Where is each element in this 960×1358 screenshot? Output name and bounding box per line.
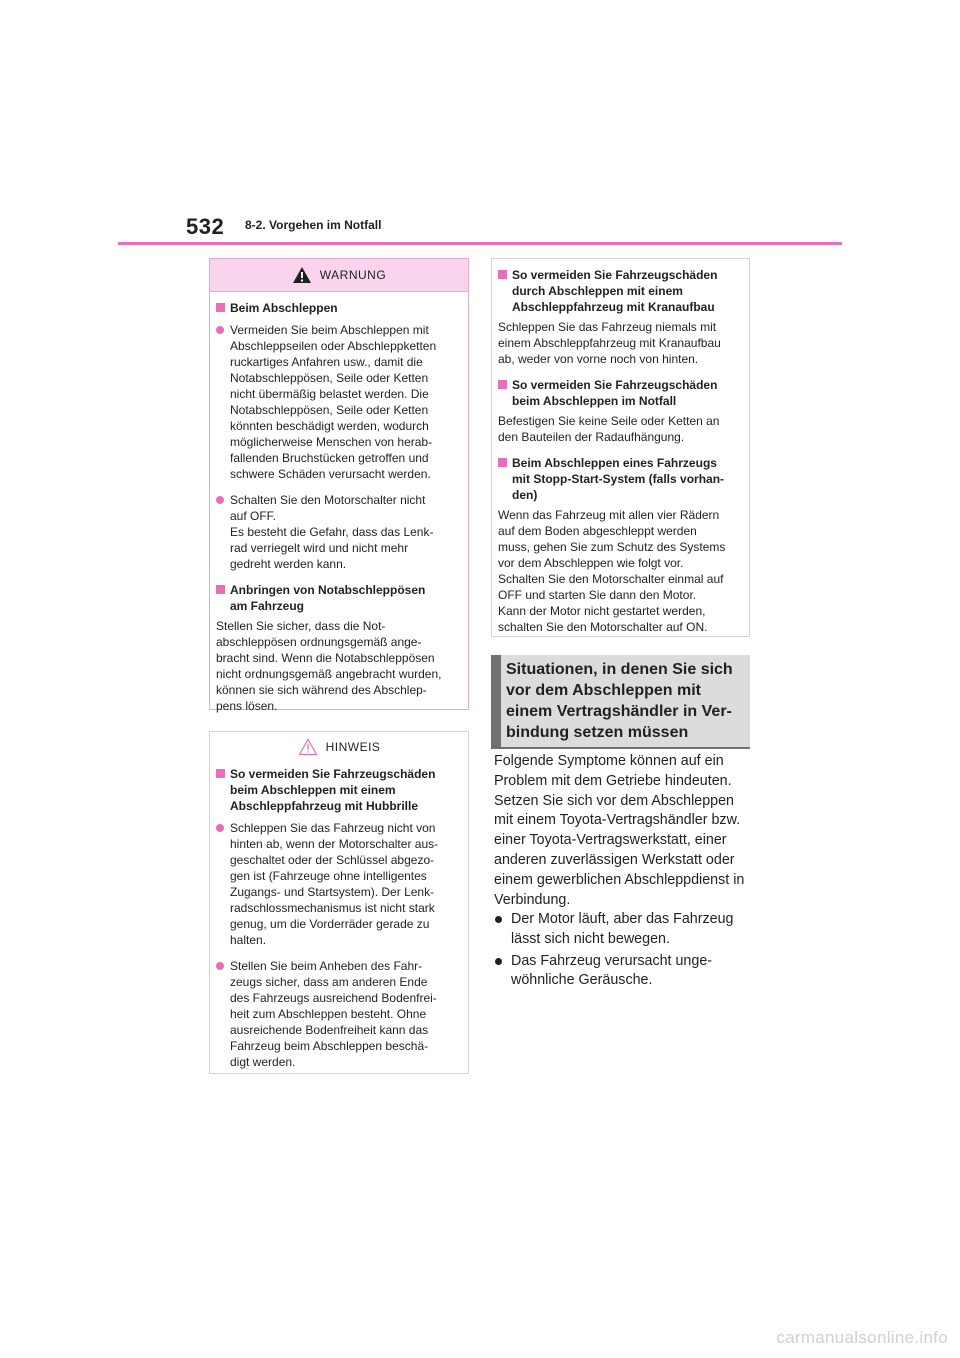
list-item — [494, 910, 754, 950]
square-bullet-icon — [498, 270, 507, 279]
round-bullet-icon — [216, 962, 224, 970]
main-paragraph: Folgende Symptome können auf ein Problem mit dem Getriebe hindeuten. Setzen Sie sich vor dem Abschleppen mit einem Toyota-Vertragshändler bzw. einer Toyota-Vertragswerkstatt, einer anderen zuverlässigen Werkstatt oder einem gewerblichen Abschleppdienst in Verbindung. — [494, 753, 745, 908]
square-bullet-icon — [498, 380, 507, 389]
note-header — [210, 732, 468, 762]
round-bullet-icon — [216, 824, 224, 832]
note-box — [209, 731, 469, 1074]
warning-triangle-icon — [292, 266, 312, 284]
warning-heading-tow-eyelets — [216, 582, 458, 614]
note-heading — [498, 455, 739, 503]
round-bullet-icon — [495, 916, 502, 923]
square-bullet-icon — [216, 303, 225, 312]
section-title: 8-2. Vorgehen im Notfall — [245, 218, 382, 232]
list-item-text: Schleppen Sie das Fahrzeug nicht von hinten ab, wenn der Motorschalter aus- geschaltet oder der Schlüssel abgezo- gen ist (Fahrzeuge ohne intelligentes Zugangs- und Startsystem). Der Lenk- radschlossmechanismus ist nicht stark genug, um die Vorderräder gerade zu halten. — [230, 821, 439, 947]
warning-box — [209, 258, 469, 713]
note-title: HINWEIS — [325, 740, 381, 754]
warning-heading-towing — [216, 300, 458, 316]
paragraph: Wenn das Fahrzeug mit allen vier Rädern auf dem Boden abgeschleppt werden muss, gehen Sie zum Schutz des Systems vor dem Abschleppen wie folgt vor. Schalten Sie den Motorschalter einmal auf OFF und starten Sie dann den Motor. Kann der Motor nicht gestartet werden, schalten Sie den Motorschalter auf ON. — [498, 508, 726, 634]
warning-title: WARNUNG — [319, 268, 387, 282]
list-item — [494, 952, 754, 992]
round-bullet-icon — [216, 326, 224, 334]
heading-text: Beim Abschleppen — [230, 301, 338, 315]
warning-header — [210, 259, 468, 292]
list-item-text: Stellen Sie beim Anheben des Fahr- zeugs sicher, dass am anderen Ende des Fahrzeugs ausreichend Bodenfrei- heit zum Abschleppen besteht. Ohne ausreichende Bodenfreiheit kann das Fahrzeug beim Abschleppen beschä- digt werden. — [230, 959, 437, 1069]
heading-text: So vermeiden Sie Fahrzeugschäden beim Abschleppen im Notfall — [512, 378, 718, 408]
list-item — [216, 820, 458, 948]
caution-triangle-icon — [298, 738, 318, 756]
square-bullet-icon — [216, 769, 225, 778]
heading-text: Anbringen von Notabschleppösen am Fahrzeug — [230, 583, 426, 613]
watermark: carmanualsonline.info — [776, 1328, 948, 1347]
heading-text: So vermeiden Sie Fahrzeugschäden beim Abschleppen mit einem Abschleppfahrzeug mit Hubbrille — [230, 767, 436, 813]
heading-text: Beim Abschleppen eines Fahrzeugs mit Stopp-Start-System (falls vorhan- den) — [512, 456, 725, 502]
square-bullet-icon — [498, 458, 507, 467]
note-box-continued — [491, 258, 750, 637]
list-item-text: Der Motor läuft, aber das Fahrzeug lässt sich nicht bewegen. — [511, 911, 734, 947]
note-heading — [498, 377, 739, 409]
note-heading — [498, 267, 739, 315]
list-item — [216, 958, 458, 1070]
header-divider — [118, 242, 842, 245]
list-item — [216, 492, 458, 572]
paragraph: Stellen Sie sicher, dass die Not- abschleppösen ordnungsgemäß ange- bracht sind. Wenn die Notabschleppösen nicht ordnungsgemäß angebracht wurden, können sie sich während des Abschlep- pens lösen. — [216, 619, 442, 713]
paragraph: Befestigen Sie keine Seile oder Ketten an den Bauteilen der Radaufhängung. — [498, 414, 720, 444]
heading-text: So vermeiden Sie Fahrzeugschäden durch Abschleppen mit einem Abschleppfahrzeug mit Kranaufbau — [512, 268, 718, 314]
note-heading — [216, 766, 458, 814]
list-item-text: Schalten Sie den Motorschalter nicht auf OFF. Es besteht die Gefahr, dass das Lenk- rad verriegelt wird und nicht mehr gedreht werden kann. — [230, 493, 434, 571]
round-bullet-icon — [216, 496, 224, 504]
list-item-text: Das Fahrzeug verursacht unge- wöhnliche Geräusche. — [511, 952, 713, 989]
list-item — [216, 322, 458, 482]
symptom-list — [494, 910, 754, 993]
paragraph: Schleppen Sie das Fahrzeug niemals mit einem Abschleppfahrzeug mit Kranaufbau ab, weder von vorne noch von hinten. — [498, 320, 721, 366]
round-bullet-icon — [495, 958, 502, 965]
list-item-text: Vermeiden Sie beim Abschleppen mit Abschleppseilen oder Abschleppketten ruckartiges Anfahren usw., damit die Notabschleppösen, Seile oder Ketten nicht übermäßig belastet werden. Die Notabschleppösen, Seile oder Ketten könnten beschädigt werden, wodurch möglicherweise Menschen von herab- fallenden Bruchstücken getroffen und schwere Schäden verursacht werden. — [230, 323, 437, 481]
page-number: 532 — [186, 214, 225, 239]
square-bullet-icon — [216, 585, 225, 594]
main-section-heading: Situationen, in denen Sie sich vor dem Abschleppen mit einem Vertragshändler in Ver- bindung setzen müssen — [491, 655, 750, 749]
